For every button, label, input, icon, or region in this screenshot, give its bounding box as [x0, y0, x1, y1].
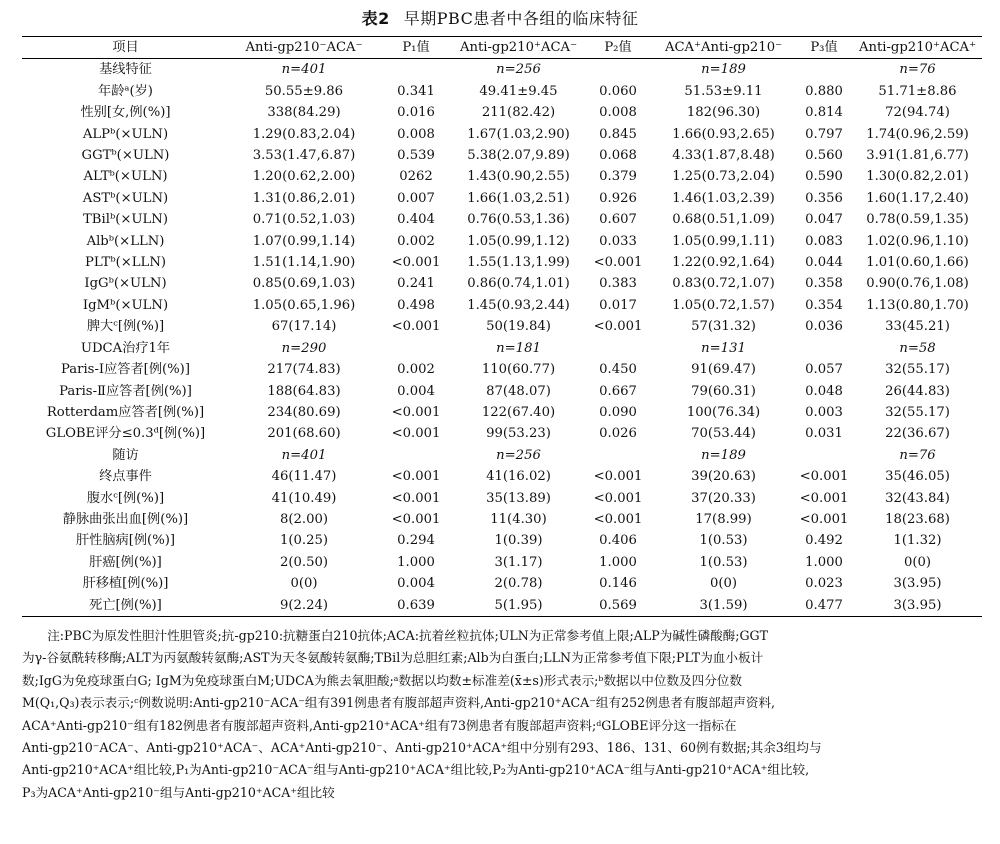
- value-cell: 1.67(1.03,2.90): [467, 126, 570, 142]
- p-value-cell: 0.560: [805, 148, 843, 164]
- empty-cell: [379, 338, 453, 359]
- p-value-cell: 0.146: [599, 576, 637, 592]
- note-line: P₃为ACA⁺Anti-gp210⁻组与Anti-gp210⁺ACA⁺组比较: [22, 784, 335, 800]
- value-cell: 0.83(0.72,1.07): [672, 276, 775, 292]
- value-cell: 338(84.29): [267, 105, 341, 121]
- value-cell: 1.02(0.96,1.10): [866, 233, 969, 249]
- table-row: [22, 102, 982, 123]
- value-cell: 46(11.47): [271, 469, 337, 485]
- value-cell: 217(74.83): [267, 362, 341, 378]
- p-value-cell: 0.090: [599, 404, 637, 420]
- value-cell: 1.05(0.72,1.57): [672, 297, 775, 313]
- sample-size: n=256: [496, 447, 541, 463]
- p-value-cell: 0.048: [805, 383, 843, 399]
- p-value-cell: 0.406: [599, 533, 637, 549]
- table-row: [22, 595, 982, 617]
- p-value-cell: <0.001: [391, 404, 441, 420]
- table-row: [22, 381, 982, 402]
- p-value-cell: 0.379: [599, 169, 637, 185]
- row-label: IgMᵇ(×ULN): [82, 297, 169, 313]
- value-cell: 100(76.34): [686, 404, 761, 420]
- table-row: [22, 423, 982, 444]
- sample-size: n=401: [281, 62, 327, 78]
- value-cell: 1.66(1.03,2.51): [467, 190, 570, 206]
- row-label: 死亡[例(%)]: [22, 595, 229, 617]
- empty-cell: [584, 59, 652, 81]
- p-value-cell: <0.001: [593, 255, 643, 271]
- p-value-cell: <0.001: [593, 469, 643, 485]
- p-value-cell: 0.341: [397, 83, 435, 99]
- note-line: Anti-gp210⁻ACA⁻、Anti-gp210⁺ACA⁻、ACA⁺Anti-gp210⁻、Anti-gp210⁺ACA⁺组中分别有293、186、131、60例有数据;其余3组均与: [22, 740, 822, 756]
- row-label: ALPᵇ(×ULN): [82, 126, 169, 142]
- p-value-cell: 0.036: [805, 319, 843, 335]
- p-value-cell: 0.814: [805, 105, 843, 121]
- table-row: [22, 316, 982, 337]
- p-value-cell: 0.017: [599, 297, 637, 313]
- note-line: M(Q₁,Q₃)表示表示;ᶜ例数说明:Anti-gp210⁻ACA⁻组有391例患者有腹部超声资料,Anti-gp210⁺ACA⁻组有252例患者有腹部超声资料,: [22, 695, 776, 711]
- p-value-cell: 1.000: [599, 554, 637, 570]
- p-value-cell: 0.797: [805, 126, 843, 142]
- sample-size: n=76: [899, 447, 936, 463]
- value-cell: 1.29(0.83,2.04): [252, 126, 356, 142]
- row-label: IgGᵇ(×ULN): [84, 276, 167, 292]
- section-row: [22, 59, 982, 81]
- row-label: 性别[女,例(%)]: [80, 105, 171, 121]
- sample-size: n=76: [899, 62, 936, 78]
- p-value-cell: 0.083: [805, 233, 843, 249]
- value-cell: 3(1.59): [652, 595, 795, 617]
- row-label: Paris-Ⅰ应答者[例(%)]: [61, 362, 190, 378]
- p-value-cell: <0.001: [391, 319, 441, 335]
- note-line: 注:PBC为原发性胆汁性胆管炎;抗-gp210:抗糖蛋白210抗体;ACA:抗着丝粒抗体;ULN为正常参考值上限;ALP为碱性磷酸酶;GGT: [47, 628, 769, 643]
- sample-size: n=290: [281, 340, 327, 356]
- header-p1: P₁值: [379, 37, 453, 59]
- p-value-cell: 0.008: [599, 105, 637, 121]
- p-value-cell: <0.001: [593, 490, 643, 506]
- section-label: 随访: [112, 447, 139, 463]
- p-value-cell: 0.008: [397, 126, 435, 142]
- empty-cell: [584, 338, 652, 359]
- value-cell: 1.01(0.60,1.66): [866, 255, 969, 271]
- value-cell: 1.07(0.99,1.14): [252, 233, 356, 249]
- p-value-cell: 0.002: [397, 233, 435, 249]
- row-label: ALTᵇ(×ULN): [83, 169, 168, 185]
- table-notes: [22, 625, 982, 804]
- value-cell: 37(20.33): [691, 490, 756, 506]
- p-value-cell: 0.845: [599, 126, 637, 142]
- p-value-cell: 0.241: [397, 276, 435, 292]
- p-value-cell: <0.001: [799, 469, 849, 485]
- empty-cell: [795, 445, 853, 466]
- value-cell: 0.86(0.74,1.01): [467, 276, 570, 292]
- table-row: [22, 273, 982, 294]
- value-cell: 0.68(0.51,1.09): [672, 212, 775, 228]
- value-cell: 0.85(0.69,1.03): [252, 276, 356, 292]
- p-value-cell: 0.590: [805, 169, 843, 185]
- note-line: ACA⁺Anti-gp210⁻组有182例患者有腹部超声资料,Anti-gp210⁺ACA⁺组有73例患者有腹部超声资料;ᵈGLOBE评分这一指标在: [22, 717, 737, 733]
- value-cell: 1.05(0.65,1.96): [252, 297, 356, 313]
- value-cell: 1.05(0.99,1.12): [467, 233, 570, 249]
- table-number: 表2: [361, 9, 390, 28]
- section-label: UDCA治疗1年: [80, 340, 171, 356]
- p-value-cell: 0.926: [599, 190, 637, 206]
- p-value-cell: <0.001: [799, 511, 849, 527]
- value-cell: 51.53±9.11: [684, 83, 763, 99]
- value-cell: 91(69.47): [691, 362, 756, 378]
- value-cell: 1.46(1.03,2.39): [672, 190, 775, 206]
- row-label: 腹水ᶜ[例(%)]: [86, 490, 165, 506]
- table-title: [0, 6, 1000, 29]
- value-cell: 1.51(1.14,1.90): [252, 255, 356, 271]
- p-value-cell: 0.498: [397, 297, 435, 313]
- value-cell: 182(96.30): [686, 105, 761, 121]
- value-cell: 57(31.32): [691, 319, 756, 335]
- p-value-cell: 0262: [399, 169, 433, 185]
- value-cell: 99(53.23): [486, 426, 551, 442]
- value-cell: 1.22(0.92,1.64): [672, 255, 775, 271]
- value-cell: 11(4.30): [490, 511, 547, 527]
- row-label: 静脉曲张出血[例(%)]: [62, 511, 189, 527]
- p-value-cell: 0.880: [805, 83, 843, 99]
- value-cell: 3(3.95): [853, 595, 982, 617]
- row-label: Rotterdam应答者[例(%)]: [46, 404, 205, 420]
- value-cell: 1.05(0.99,1.11): [672, 233, 775, 249]
- p-value-cell: 0.023: [805, 576, 843, 592]
- value-cell: 211(82.42): [481, 105, 556, 121]
- row-label: 肝移植[例(%)]: [82, 576, 169, 592]
- value-cell: 1(1.32): [893, 533, 942, 549]
- empty-cell: [379, 59, 453, 81]
- value-cell: 110(60.77): [481, 362, 556, 378]
- clinical-features-table: [22, 36, 982, 617]
- p-value-cell: 0.026: [599, 426, 637, 442]
- sample-size: n=256: [496, 62, 541, 78]
- value-cell: 8(2.00): [279, 511, 329, 527]
- p-value-cell: 0.667: [599, 383, 637, 399]
- row-label: 肝性脑病[例(%)]: [75, 533, 176, 549]
- table-row: [22, 552, 982, 573]
- p-value-cell: 0.003: [805, 404, 843, 420]
- value-cell: 32(43.84): [885, 490, 950, 506]
- value-cell: 3.53(1.47,6.87): [252, 148, 356, 164]
- value-cell: 1.25(0.73,2.04): [672, 169, 775, 185]
- value-cell: 39(20.63): [691, 469, 756, 485]
- value-cell: 79(60.31): [691, 383, 756, 399]
- p-value-cell: 0.450: [599, 362, 637, 378]
- p-value-cell: <0.001: [391, 426, 441, 442]
- value-cell: 1.30(0.82,2.01): [866, 169, 969, 185]
- table-row: [22, 488, 982, 509]
- table-row: [22, 81, 982, 102]
- header-p3: P₃值: [795, 37, 853, 59]
- header-row: [22, 37, 982, 59]
- value-cell: 0.90(0.76,1.08): [866, 276, 969, 292]
- table-row: [22, 573, 982, 594]
- value-cell: 2(0.50): [279, 554, 329, 570]
- value-cell: 1(0.25): [279, 533, 329, 549]
- value-cell: 0.76(0.53,1.36): [467, 212, 570, 228]
- p-value-cell: 0.016: [397, 105, 435, 121]
- value-cell: 122(67.40): [481, 404, 556, 420]
- sample-size: n=131: [701, 340, 746, 356]
- value-cell: 1.45(0.93,2.44): [467, 297, 570, 313]
- p-value-cell: 0.044: [805, 255, 843, 271]
- value-cell: 1(0.53): [699, 533, 748, 549]
- table-row: [22, 209, 982, 230]
- value-cell: 2(0.78): [494, 576, 543, 592]
- value-cell: 50(19.84): [486, 319, 551, 335]
- sample-size: n=181: [496, 340, 541, 356]
- table-row: [22, 466, 982, 487]
- value-cell: 3(3.95): [893, 576, 942, 592]
- p-value-cell: 0.047: [805, 212, 843, 228]
- value-cell: 201(68.60): [267, 426, 341, 442]
- value-cell: 5(1.95): [453, 595, 584, 617]
- value-cell: 0(0): [290, 576, 318, 592]
- p-value-cell: <0.001: [391, 490, 441, 506]
- value-cell: 1.60(1.17,2.40): [866, 190, 969, 206]
- value-cell: 234(80.69): [267, 404, 341, 420]
- sample-size: n=189: [701, 447, 746, 463]
- value-cell: 0(0): [903, 554, 932, 570]
- row-label: PLTᵇ(×LLN): [84, 255, 167, 271]
- row-label: GGTᵇ(×ULN): [81, 148, 170, 164]
- header-group-pos-pos: Anti-gp210⁺ACA⁺: [853, 37, 982, 59]
- row-label: Paris-Ⅱ应答者[例(%)]: [59, 383, 192, 399]
- value-cell: 1.20(0.62,2.00): [252, 169, 356, 185]
- value-cell: 35(46.05): [885, 469, 950, 485]
- table-row: [22, 124, 982, 145]
- value-cell: 1.13(0.80,1.70): [866, 297, 969, 313]
- value-cell: 51.71±8.86: [878, 83, 957, 99]
- p-value-cell: 1.000: [397, 554, 435, 570]
- row-label: 肝癌[例(%)]: [89, 554, 162, 570]
- table-body: [22, 59, 982, 617]
- value-cell: 3(1.17): [494, 554, 543, 570]
- p-value-cell: 0.607: [599, 212, 637, 228]
- row-label: 脾大ᶜ[例(%)]: [86, 319, 165, 335]
- header-p2: P₂值: [584, 37, 652, 59]
- table-row: [22, 359, 982, 380]
- header-item: 项目: [22, 37, 229, 59]
- table-row: [22, 145, 982, 166]
- row-label: 终点事件: [99, 469, 152, 485]
- p-value-cell: 0.492: [805, 533, 843, 549]
- row-label: GLOBE评分≤0.3ᵈ[例(%)]: [45, 426, 206, 442]
- value-cell: 188(64.83): [267, 383, 341, 399]
- table-row: [22, 231, 982, 252]
- note-line: Anti-gp210⁺ACA⁺组比较,P₁为Anti-gp210⁻ACA⁻组与Anti-gp210⁺ACA⁺组比较,P₂为Anti-gp210⁺ACA⁻组与Anti-gp210⁺ACA⁺组比较,: [22, 762, 810, 778]
- row-label: TBilᵇ(×ULN): [83, 212, 168, 228]
- p-value-cell: 0.004: [397, 383, 435, 399]
- value-cell: 67(17.14): [271, 319, 337, 335]
- value-cell: 50.55±9.86: [264, 83, 344, 99]
- table-row: [22, 530, 982, 551]
- value-cell: 1(0.39): [494, 533, 543, 549]
- p-value-cell: 0.060: [599, 83, 637, 99]
- p-value-cell: 1.000: [805, 554, 843, 570]
- value-cell: 18(23.68): [885, 511, 950, 527]
- value-cell: 1.31(0.86,2.01): [252, 190, 356, 206]
- empty-cell: [584, 445, 652, 466]
- value-cell: 32(55.17): [885, 362, 950, 378]
- value-cell: 1.74(0.96,2.59): [866, 126, 969, 142]
- p-value-cell: <0.001: [391, 255, 441, 271]
- value-cell: 70(53.44): [691, 426, 756, 442]
- p-value-cell: 0.358: [805, 276, 843, 292]
- p-value-cell: 0.031: [805, 426, 843, 442]
- p-value-cell: 0.004: [397, 576, 435, 592]
- value-cell: 0.71(0.52,1.03): [252, 212, 356, 228]
- value-cell: 49.41±9.45: [479, 83, 558, 99]
- p-value-cell: 0.539: [397, 148, 435, 164]
- p-value-cell: 0.356: [805, 190, 843, 206]
- value-cell: 17(8.99): [695, 511, 752, 527]
- value-cell: 72(94.74): [885, 105, 950, 121]
- empty-cell: [379, 445, 453, 466]
- row-label: 年龄ᵃ(岁): [98, 83, 153, 99]
- section-row: [22, 445, 982, 466]
- value-cell: 87(48.07): [486, 383, 551, 399]
- row-label: Albᵇ(×LLN): [86, 233, 165, 249]
- value-cell: 1.55(1.13,1.99): [467, 255, 570, 271]
- table-row: [22, 509, 982, 530]
- value-cell: 9(2.24): [229, 595, 379, 617]
- p-value-cell: 0.639: [379, 595, 453, 617]
- empty-cell: [795, 59, 853, 81]
- p-value-cell: <0.001: [391, 511, 441, 527]
- value-cell: 41(10.49): [271, 490, 337, 506]
- sample-size: n=401: [281, 447, 327, 463]
- p-value-cell: 0.007: [397, 190, 435, 206]
- p-value-cell: <0.001: [593, 319, 643, 335]
- value-cell: 5.38(2.07,9.89): [467, 148, 570, 164]
- p-value-cell: 0.033: [599, 233, 637, 249]
- table-caption: 早期PBC患者中各组的临床特征: [403, 9, 639, 28]
- row-label: ASTᵇ(×ULN): [82, 190, 169, 206]
- value-cell: 3.91(1.81,6.77): [866, 148, 969, 164]
- value-cell: 0.78(0.59,1.35): [866, 212, 969, 228]
- empty-cell: [795, 338, 853, 359]
- section-row: [22, 338, 982, 359]
- value-cell: 22(36.67): [885, 426, 950, 442]
- table-row: [22, 295, 982, 316]
- value-cell: 4.33(1.87,8.48): [672, 148, 775, 164]
- value-cell: 0(0): [709, 576, 738, 592]
- section-label: 基线特征: [99, 62, 152, 78]
- value-cell: 1.66(0.93,2.65): [672, 126, 775, 142]
- p-value-cell: 0.002: [397, 362, 435, 378]
- value-cell: 1.43(0.90,2.55): [467, 169, 570, 185]
- value-cell: 1(0.53): [699, 554, 748, 570]
- p-value-cell: <0.001: [391, 469, 441, 485]
- p-value-cell: 0.383: [599, 276, 637, 292]
- p-value-cell: 0.569: [584, 595, 652, 617]
- p-value-cell: 0.068: [599, 148, 637, 164]
- table-row: [22, 402, 982, 423]
- sample-size: n=58: [899, 340, 936, 356]
- sample-size: n=189: [701, 62, 746, 78]
- value-cell: 26(44.83): [885, 383, 950, 399]
- value-cell: 41(16.02): [486, 469, 551, 485]
- table-header: [22, 37, 982, 59]
- header-group-pos-neg: Anti-gp210⁺ACA⁻: [453, 37, 584, 59]
- table-row: [22, 166, 982, 187]
- value-cell: 35(13.89): [486, 490, 551, 506]
- p-value-cell: 0.404: [397, 212, 435, 228]
- p-value-cell: 0.477: [795, 595, 853, 617]
- header-group-aca-pos: ACA⁺Anti-gp210⁻: [652, 37, 795, 59]
- note-line: 数;IgG为免疫球蛋白G; IgM为免疫球蛋白M;UDCA为熊去氧胆酸;ᵃ数据以均数±标准差(x̄±s)形式表示;ᵇ数据以中位数及四分位数: [22, 672, 742, 688]
- table-row: [22, 188, 982, 209]
- header-group-neg-neg: Anti-gp210⁻ACA⁻: [229, 37, 379, 59]
- p-value-cell: <0.001: [593, 511, 643, 527]
- note-line: 为γ-谷氨酰转移酶;ALT为丙氨酸转氨酶;AST为天冬氨酸转氨酶;TBil为总胆红素;Alb为白蛋白;LLN为正常参考值下限;PLT为血小板计: [22, 650, 764, 666]
- p-value-cell: 0.294: [397, 533, 435, 549]
- p-value-cell: 0.354: [805, 297, 843, 313]
- value-cell: 32(55.17): [885, 404, 950, 420]
- value-cell: 33(45.21): [885, 319, 950, 335]
- p-value-cell: <0.001: [799, 490, 849, 506]
- p-value-cell: 0.057: [805, 362, 843, 378]
- table-row: [22, 252, 982, 273]
